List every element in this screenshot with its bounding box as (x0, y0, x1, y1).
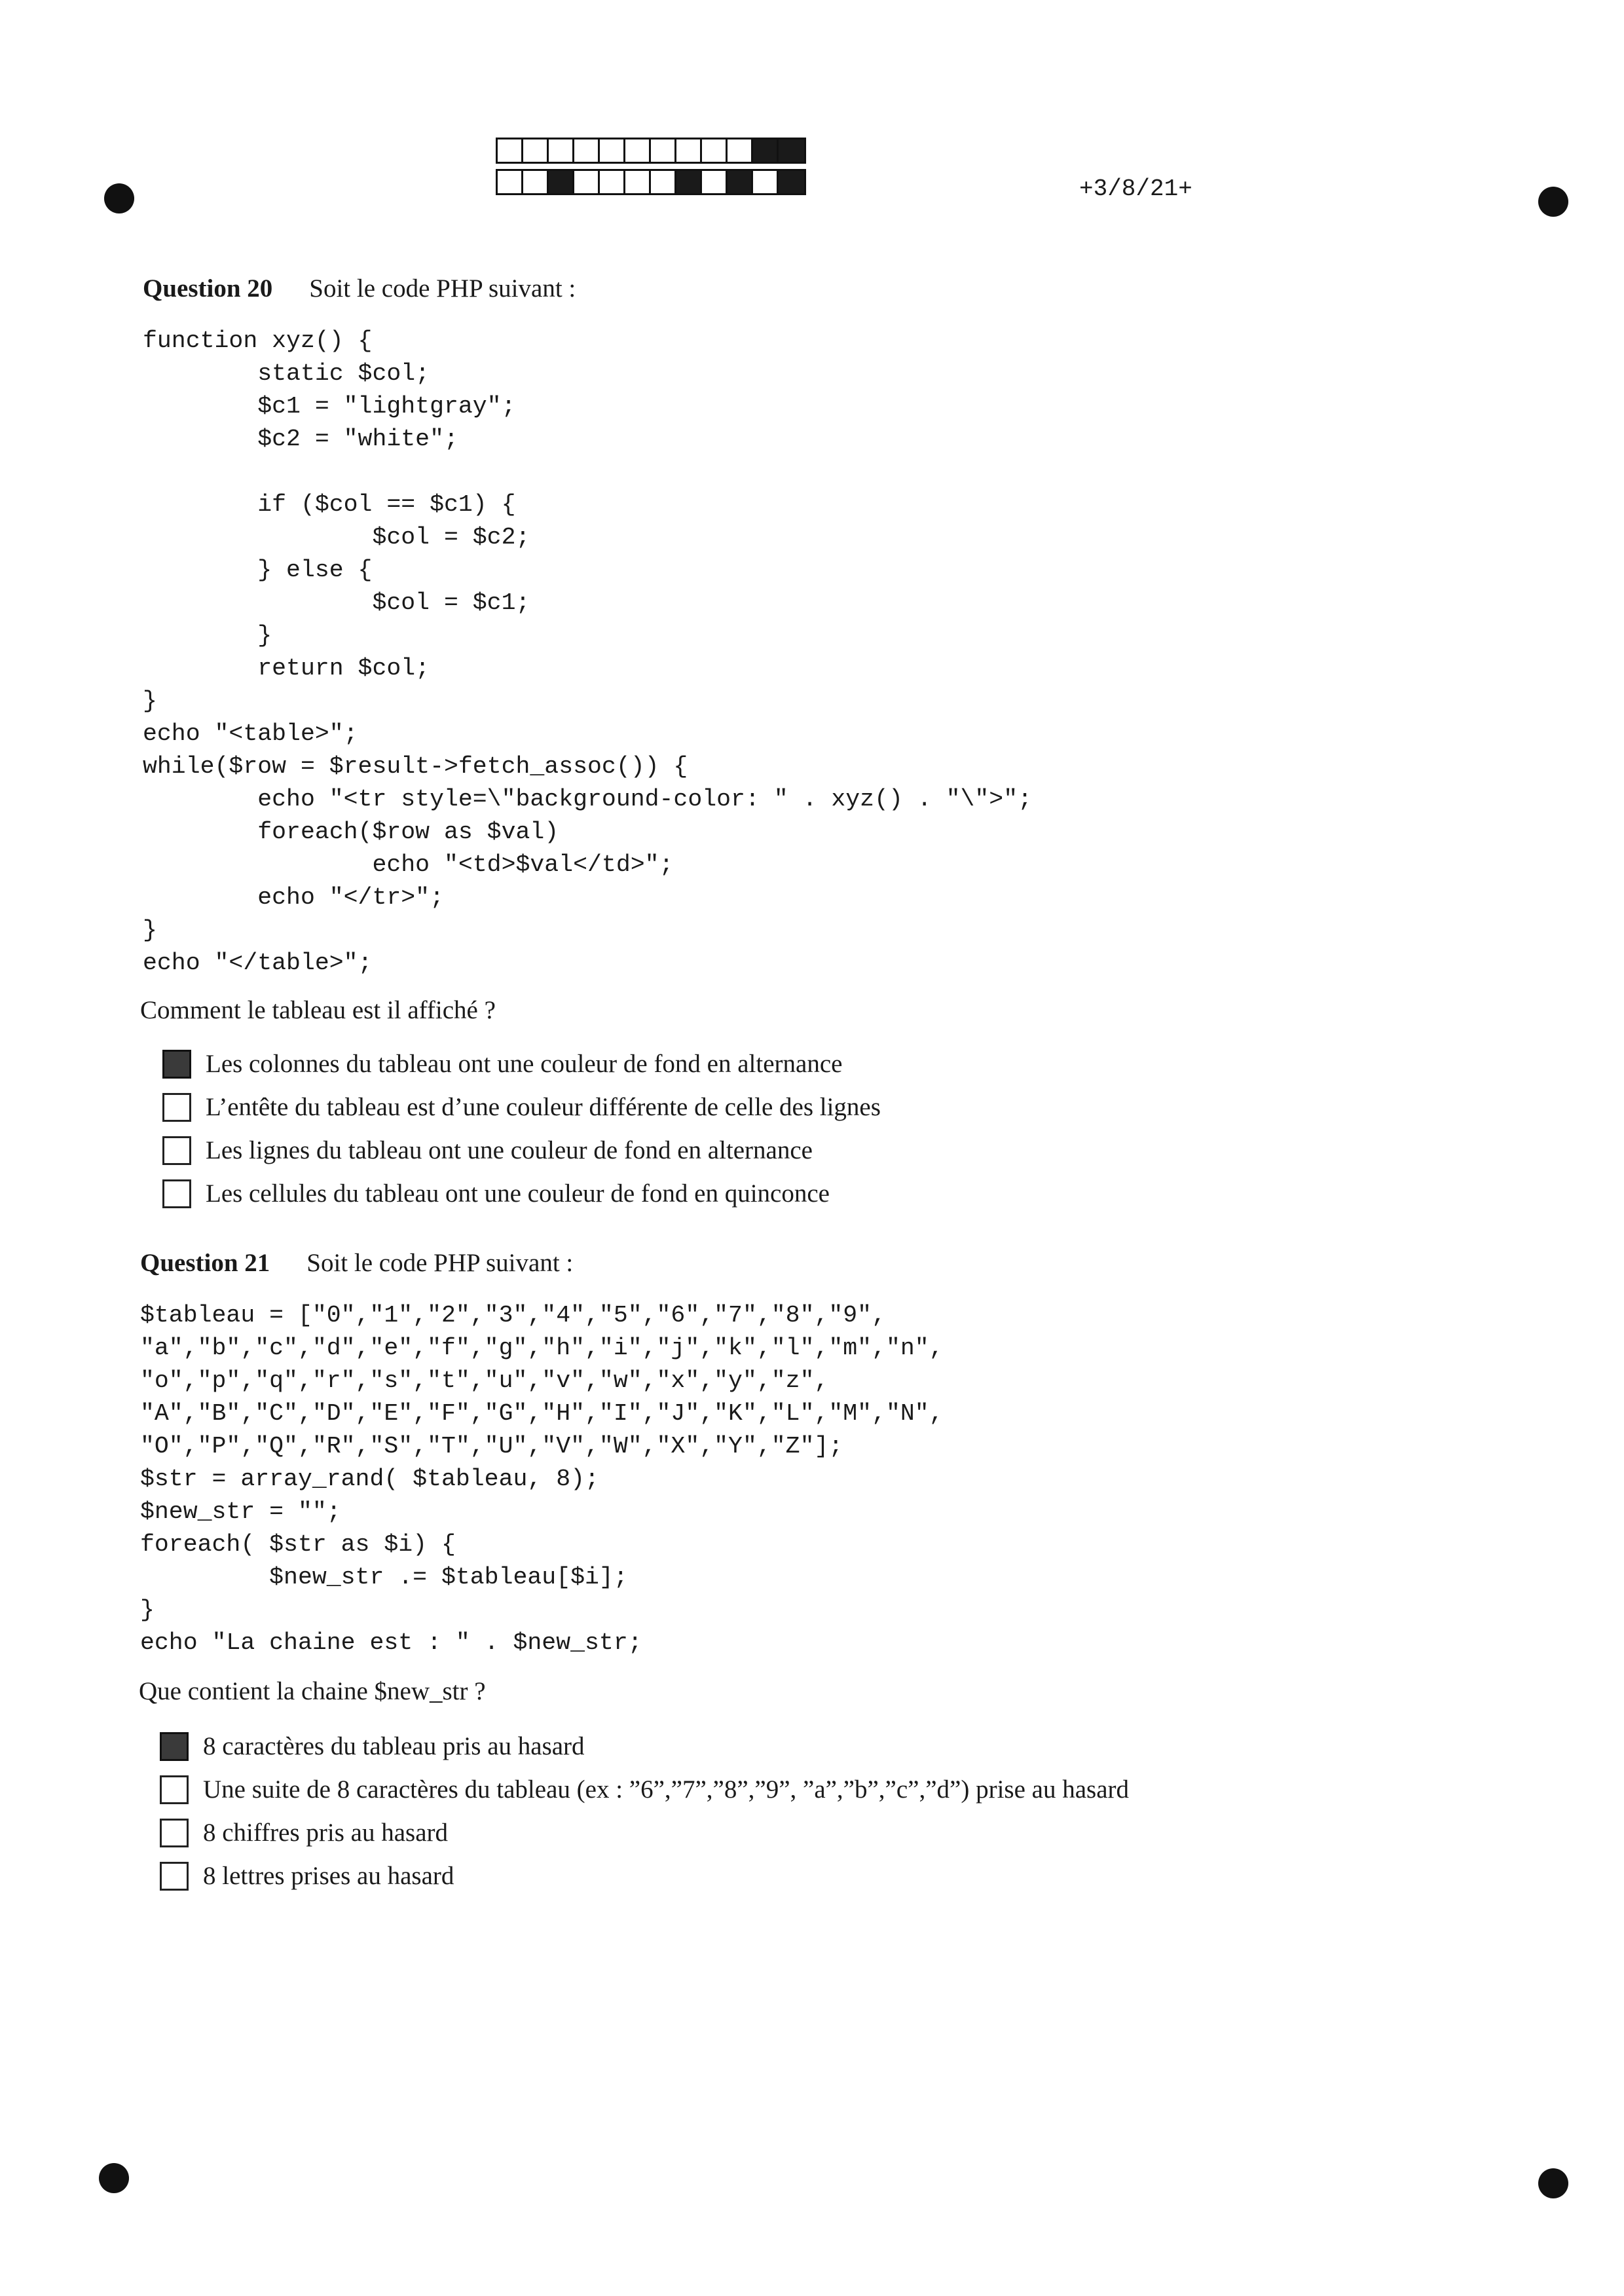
answer-text: 8 caractères du tableau pris au hasard (203, 1732, 585, 1760)
code-cell (779, 139, 804, 162)
code-cell (498, 139, 523, 162)
answer-text: Une suite de 8 caractères du tableau (ex : ”6”,”7”,”8”,”9”, ”a”,”b”,”c”,”d”) prise au hasard (203, 1775, 1129, 1804)
code-cell (574, 171, 600, 193)
answer-text: 8 chiffres pris au hasard (203, 1819, 448, 1847)
code-cell (574, 139, 600, 162)
question-21-intro: Soit le code PHP suivant : (306, 1249, 574, 1277)
answer-text: Les cellules du tableau ont une couleur de fond en quinconce (206, 1179, 830, 1208)
code-cell (702, 139, 728, 162)
question-20-heading (143, 274, 576, 303)
code-cell (523, 139, 549, 162)
question-20-answer-2[interactable] (162, 1092, 881, 1122)
code-cell (549, 171, 574, 193)
code-cell (676, 139, 702, 162)
code-cell (651, 171, 676, 193)
question-20-answer-1[interactable] (162, 1049, 842, 1079)
page-identifier: +3/8/21+ (1079, 176, 1192, 202)
question-20-code: function xyz() { static $col; $c1 = "lightgray"; $c2 = "white"; if ($col == $c1) { $col = $c2; } else { $col = $c1; } return $col; } echo "<table>"; while($row = $result->fetch_assoc()) { echo "<tr style=\"background-color: " . xyz() . "\">"; foreach($row as $val) echo "<td>$val</td>"; echo "</tr>"; } echo "</table>"; (143, 327, 1033, 976)
code-cell (549, 139, 574, 162)
answer-checkbox[interactable] (162, 1050, 191, 1079)
code-cell (600, 139, 625, 162)
code-cell (753, 139, 779, 162)
code-cell (728, 171, 753, 193)
question-21-answer-4[interactable] (160, 1861, 454, 1891)
code-cell (676, 171, 702, 193)
code-cell (498, 171, 523, 193)
question-21-label: Question 21 (140, 1249, 270, 1277)
code-cell (753, 171, 779, 193)
registration-mark-bottom-left (99, 2163, 129, 2193)
code-cell (779, 171, 804, 193)
answer-checkbox[interactable] (160, 1775, 189, 1804)
question-21-answer-2[interactable] (160, 1775, 1129, 1804)
question-20-intro: Soit le code PHP suivant : (309, 274, 576, 303)
question-20-prompt: Comment le tableau est il affiché ? (140, 996, 496, 1024)
code-cell (523, 171, 549, 193)
answer-text: L’entête du tableau est d’une couleur différente de celle des lignes (206, 1093, 881, 1121)
question-21-prompt: Que contient la chaine $new_str ? (139, 1677, 486, 1705)
answer-text: Les colonnes du tableau ont une couleur de fond en alternance (206, 1050, 843, 1078)
registration-mark-top-left (104, 183, 134, 213)
answer-text: Les lignes du tableau ont une couleur de fond en alternance (206, 1136, 813, 1164)
answer-checkbox[interactable] (160, 1862, 189, 1891)
code-cell (702, 171, 728, 193)
code-cell (600, 171, 625, 193)
question-20-answer-3[interactable] (162, 1136, 813, 1165)
question-21-heading (140, 1248, 573, 1278)
answer-text: 8 lettres prises au hasard (203, 1862, 454, 1890)
question-20-label: Question 20 (143, 274, 273, 303)
answer-checkbox[interactable] (162, 1136, 191, 1165)
question-21-answer-1[interactable] (160, 1731, 585, 1761)
answer-checkbox[interactable] (160, 1819, 189, 1847)
page-code-strip-bottom (496, 169, 806, 195)
registration-mark-top-right (1538, 187, 1568, 217)
answer-checkbox[interactable] (162, 1093, 191, 1122)
code-cell (728, 139, 753, 162)
code-cell (625, 139, 651, 162)
code-cell (625, 171, 651, 193)
code-cell (651, 139, 676, 162)
question-21-answer-3[interactable] (160, 1818, 448, 1847)
registration-mark-bottom-right (1538, 2168, 1568, 2198)
page-code-strip-top (496, 138, 806, 164)
answer-checkbox[interactable] (162, 1179, 191, 1208)
answer-checkbox[interactable] (160, 1732, 189, 1761)
question-21-code: $tableau = ["0","1","2","3","4","5","6","7","8","9", "a","b","c","d","e","f","g","h","i","j","k","l","m","n", "o","p","q","r","s","t","u","v","w","x","y","z", "A","B","C","D","E","F","G","H","I","J","K","L","M","N", "O","P","Q","R","S","T","U","V","W","X","Y","Z"]; $str = array_rand( $tableau, 8); $new_str = ""; foreach( $str as $i) { $new_str .= $tableau[$i]; } echo "La chaine est : " . $new_str; (140, 1302, 944, 1656)
question-20-answer-4[interactable] (162, 1179, 830, 1208)
